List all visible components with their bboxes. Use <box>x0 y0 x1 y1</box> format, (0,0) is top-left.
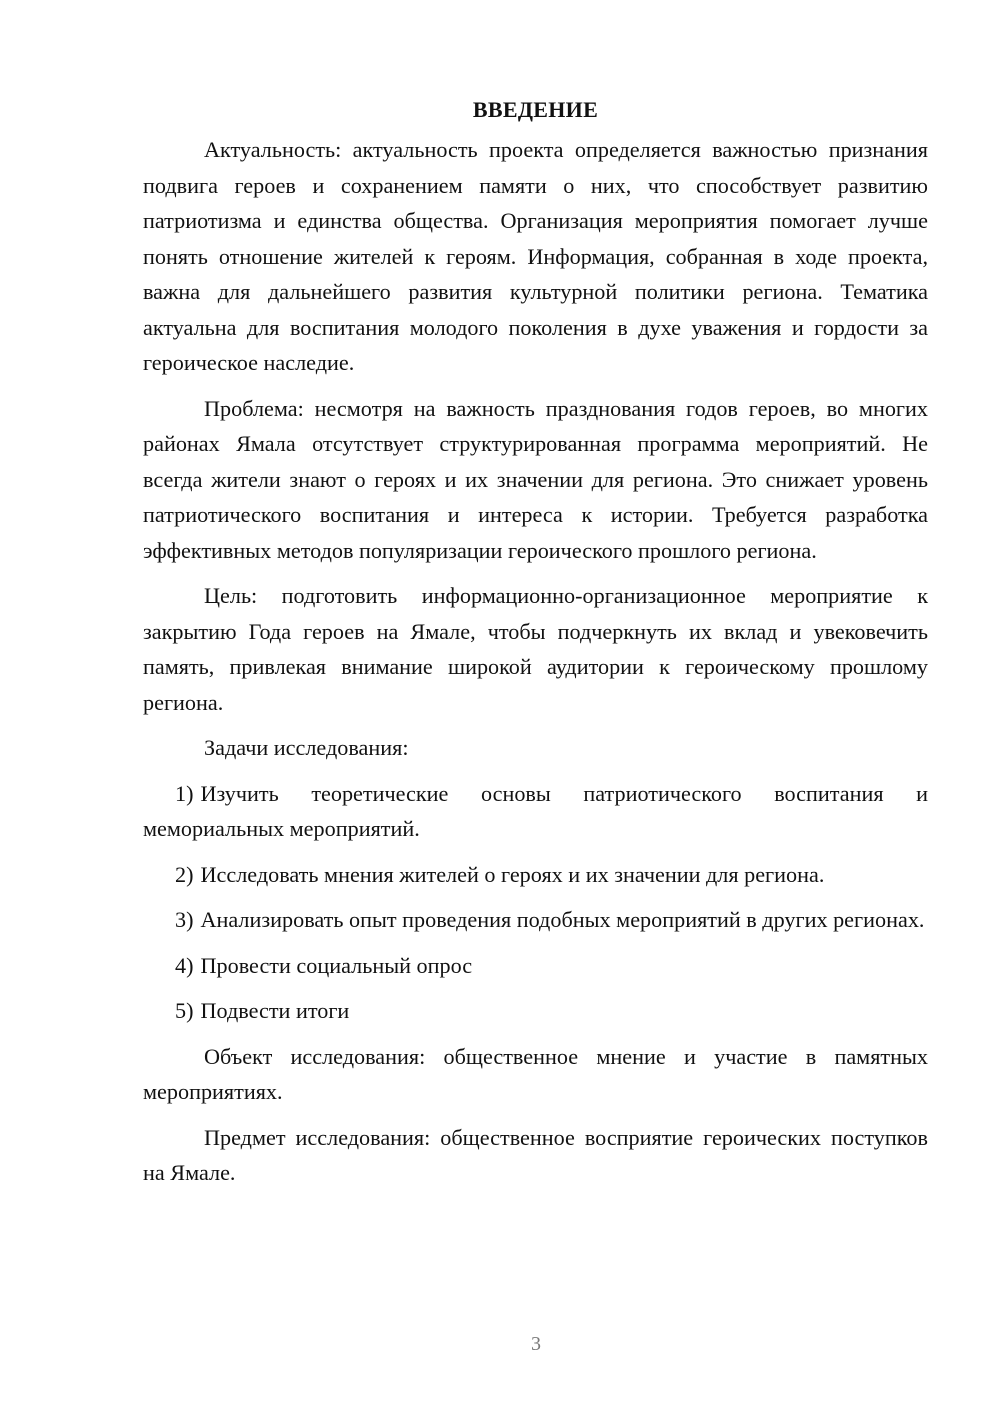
list-item-text: Анализировать опыт проведения подобных мероприятий в других регионах. <box>200 907 925 932</box>
page-content <box>143 92 928 1191</box>
list-item-text: Провести социальный опрос <box>200 952 473 978</box>
object-paragraph: Объект исследования: общественное мнение и участие в памятных мероприятиях. <box>143 1043 928 1104</box>
list-item-number: 5) <box>175 998 194 1023</box>
list-item-number: 1) <box>175 780 194 806</box>
goal-paragraph: Цель: подготовить информационно-организационное мероприятие к закрытию Года героев на Ямале, чтобы подчеркнуть их вклад и увековечить память, привлекая внимание широкой аудитории к героическому прошлому региона. <box>143 583 928 715</box>
tasks-heading: Задачи исследования: <box>204 735 409 760</box>
list-item-text: Изучить теоретические основы патриотического воспитания и мемориальных мероприятий. <box>143 780 928 841</box>
subject-paragraph: Предмет исследования: общественное восприятие героических поступков на Ямале. <box>143 1124 928 1185</box>
list-item <box>143 776 928 847</box>
problem-paragraph: Проблема: несмотря на важность празднования годов героев, во многих районах Ямала отсутствует структурированная программа мероприятий. Не всегда жители знают о героях и их значении для региона. Это снижает уровень патриотического воспитания и интереса к истории. Требуется разработка эффективных методов популяризации героического прошлого региона. <box>143 395 928 563</box>
list-item-number: 4) <box>175 952 194 978</box>
list-item <box>143 857 928 893</box>
list-item-number: 3) <box>175 907 194 932</box>
list-item-number: 2) <box>175 861 194 887</box>
tasks-list <box>143 776 928 1029</box>
list-item <box>143 948 928 984</box>
page-title: ВВЕДЕНИЕ <box>472 97 599 122</box>
list-item <box>143 993 928 1029</box>
list-item-text: Исследовать мнения жителей о героях и их значении для региона. <box>200 861 825 887</box>
page-number: 3 <box>531 1333 541 1355</box>
list-item <box>143 902 928 938</box>
list-item-text: Подвести итоги <box>200 998 350 1023</box>
relevance-paragraph: Актуальность: актуальность проекта определяется важностью признания подвига героев и сохранением памяти о них, что способствует развитию патриотизма и единства общества. Организация мероприятия помогает лучше понять отношение жителей к героям. Информация, собранная в ходе проекта, важна для дальнейшего развития культурной политики региона. Тематика актуальна для воспитания молодого поколения в духе уважения и гордости за героическое наследие. <box>143 137 928 375</box>
